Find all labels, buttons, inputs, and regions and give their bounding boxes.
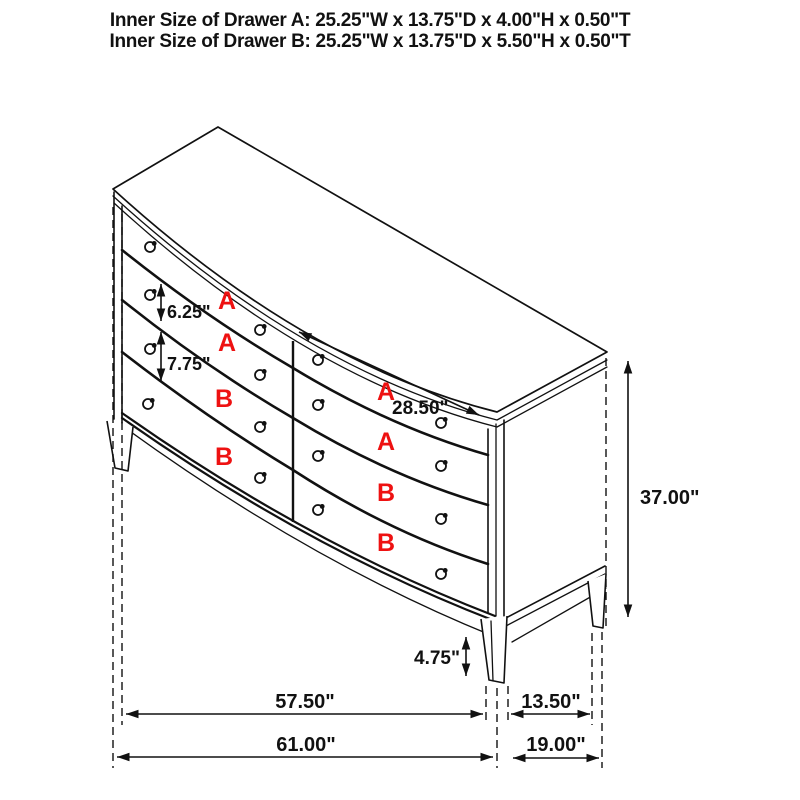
drawer-label-right-1: A (376, 378, 396, 406)
dimension-front-width-label: 57.50" (275, 691, 335, 713)
front-apron-edge (124, 427, 493, 636)
drawer-label-left-1: A (217, 287, 237, 315)
knob-left-b2-r (255, 472, 267, 483)
dimension-drawer-width-label: 28.50" (392, 398, 449, 419)
knob-left-b1-r (255, 421, 267, 432)
drawer-label-right-3: B (376, 479, 396, 507)
knob-left-a2-r (255, 369, 267, 380)
dimension-leg-height-label: 4.75" (414, 648, 460, 669)
title-line-drawer-b: Inner Size of Drawer B: 25.25"W x 13.75"D x 5.50"H x 0.50"T (109, 31, 631, 52)
knob-right-b2-r (436, 568, 448, 579)
knob-left-b1-l (145, 343, 157, 354)
drawer-label-left-2: A (217, 329, 237, 357)
drawer-label-left-4: B (214, 443, 234, 471)
dresser-top (113, 127, 607, 427)
dimension-overall-depth (513, 734, 599, 758)
extension-lines (113, 207, 602, 768)
knob-right-b2-l (313, 504, 325, 515)
dimension-overall-width (117, 734, 493, 757)
dimension-drawer-b-height (161, 332, 211, 381)
title-line-drawer-a: Inner Size of Drawer A: 25.25"W x 13.75"D x 4.00"H x 0.50"T (109, 10, 631, 31)
knob-right-b1-l (313, 450, 325, 461)
dimension-overall-height (628, 361, 700, 617)
dresser-legs (107, 421, 606, 683)
dimension-side-depth (511, 691, 590, 714)
drawer-label-right-2: A (376, 428, 396, 456)
knob-left-a1-r (255, 324, 267, 335)
front-right-leg (481, 616, 507, 683)
knob-left-b2-l (143, 398, 155, 409)
drawer-label-left-3: B (214, 385, 234, 413)
knob-right-a1-l (313, 354, 325, 365)
dimension-leg-height (414, 637, 466, 676)
back-right-leg (588, 574, 606, 628)
knob-right-b1-r (436, 513, 448, 524)
drawer-label-right-4: B (376, 529, 396, 557)
dimension-overall-height-label: 37.00" (640, 487, 700, 509)
dimension-overall-width-label: 61.00" (276, 734, 336, 756)
dimension-front-width (126, 691, 483, 714)
dimension-side-depth-label: 13.50" (521, 691, 581, 713)
dimensions (117, 284, 700, 758)
dimension-overall-depth-label: 19.00" (526, 734, 586, 756)
drawer-letter-labels (215, 287, 395, 557)
knob-right-a2-r (436, 460, 448, 471)
knob-right-a2-l (313, 399, 325, 410)
dimension-drawer-b-height-label: 7.75" (167, 354, 211, 374)
knob-left-a2-l (145, 289, 157, 300)
knob-left-a1-l (145, 241, 157, 252)
dimension-drawer-a-height (161, 284, 211, 322)
front-left-leg (107, 421, 133, 471)
dimension-drawer-a-height-label: 6.25" (167, 302, 211, 322)
